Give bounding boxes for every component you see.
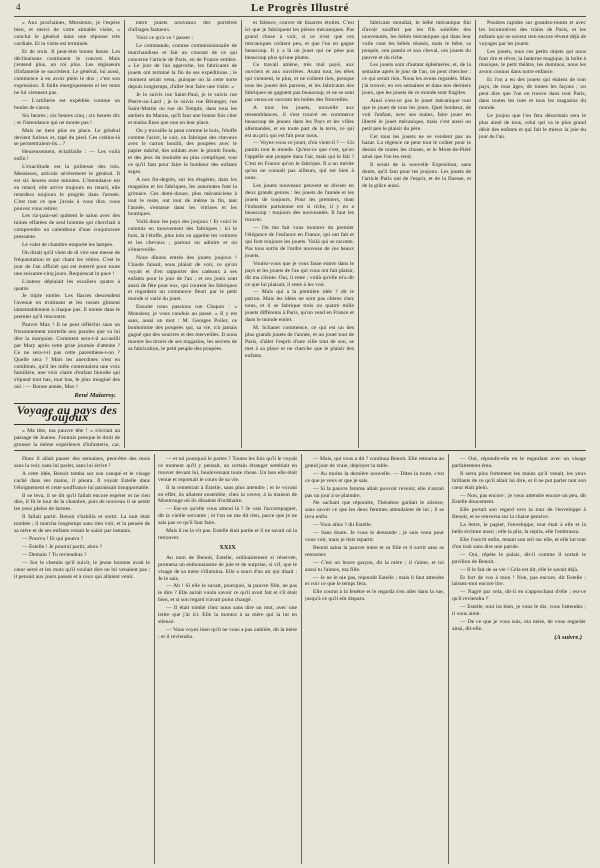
paragraph: Il se leva, il se dit qu'il fallait encore espérer et ne rien dire, il fit le tour de la chambre, puis de nouveau il se sentit les yeux pleins de larmes. bbox=[14, 492, 150, 513]
paragraph: — Au moins la dernière nouvelle. — Dites la toute, c'est ce que je veux et que je sais. bbox=[305, 470, 444, 484]
paragraph: Voilà donc les pays des joujoux ! Et voici le commis en mouvement des fabriques : ici le bois, là l'étoffe, plus loin on apprête les voitures et les chevaux ; partout on admire et on s'émerveille. bbox=[128, 219, 237, 253]
paragraph: Pauvre Max ! Il ne peut réfléchir sans un frissonnement mortelle aux paroles que va lui dire la marquise. Comment sera-t-il accueilli par Mary après cette grise journée d'attente ? Ce ne sera-t-il pas cette parenthèse-t-on ? Quelle sera ? Mais les anecdotes s'est en combinés, qu'il les mêle contentaient une voix familière, une voix claire d'enfant blondie qui s'épand tout bas, tout bas, le plus imaginé des ouï : — Bonne année, Max ! bbox=[14, 322, 120, 391]
paragraph: Poudres rapides sur grandes-routes et avec les locomotives des trains de Paris, et les enfants qui ne savent rien encore rêvent déjà de voyages par les jouets. bbox=[479, 20, 586, 47]
paragraph: A tous les jouets, nouvelle aux ressemblances, il s'est trouvé en commerce beaucoup de jeunes dans les Pays et les villes allemandes, et en toute part de la terre, ce qui est au prix qui est fait pour nous. bbox=[245, 104, 354, 139]
column-3 bbox=[245, 20, 354, 448]
page-number: 4 bbox=[16, 2, 21, 12]
paragraph: — Sur le chemin qu'il suivit, le jeune homme avait le cœur serré et les mots qu'il voulait dire ne lui venaient pas ; il pensait aux jours passés et à ceux qui allaient venir. bbox=[14, 559, 150, 580]
column-4 bbox=[362, 20, 471, 448]
paragraph: Mais il ne la vit pas. Estelle était partie et il ne savait où la retrouver. bbox=[158, 528, 297, 541]
paragraph: Il serra plus fortement les mains qu'il venait, les yeux brillants de ce qu'il allait lui dire, et il ne put parler tant son cœur était plein. bbox=[452, 470, 586, 491]
paragraph: Mais ne tient plus en place. Le général devient furieux et, tapé du pied. Ces crétins-là se permettraient-ils... ? bbox=[14, 127, 120, 148]
paragraph: — L'artillerie est expédiée comme un boulet de canon. bbox=[14, 97, 120, 111]
paragraph: Heureusement, éclaillaille : — Les voilà enfin ! bbox=[14, 149, 120, 163]
paragraph: — Estelle ! Je pourrai partir, alors ? bbox=[22, 543, 102, 550]
paragraph: — Estelle, tout ira bien, je vous le dis, vous l'attendez ; il vous aime. bbox=[452, 604, 586, 618]
paragraph: A nos fin-degrés, sur les étagères, dans les magasins et les fabriques, les automates font la grimace. Ces demi-douze, plus mécaniciens à tout le reste, ont tout de même la fin, tant l'année, s'entasse dans les vitrines et les boutiques. bbox=[128, 176, 237, 218]
paragraph: Nous dînons entrés des jouets joujoux ! Claude faisait, sous plaisir de voir, ce qu'on voyait et d'en rapporter des cadeaux à ses enfants pour le jour de l'an ; et ces jours sont aussi de fête pour eux, qui courent les fabriques et regardent un commerce fleuri par le petit monde si varié du jouet. bbox=[128, 254, 237, 303]
paragraph: et faïence, couvre de bizarres étoiles. C'est ici que je fabriquent les pièces mécaniques. Pas grand chose à voir, si ce n'est que ces mécaniques coûtent peu, et que l'on en gagne beaucoup. Il y a là un jouet qui ne pèse pas beaucoup plus qu'une plume. bbox=[245, 20, 354, 61]
paragraph: — Pourvu ! Et qui pourra ? bbox=[22, 535, 84, 542]
paragraph: — Demain ? Tu reviendras ? bbox=[22, 551, 87, 558]
article-2 bbox=[14, 428, 120, 448]
paragraph: Au nom de Benoit, Estelle, ordinairement si réservée, promena un enthousiasme de joie et de surprise, si vif, que le visage de sa mère s'illumina. Elle a souri d'un air qui disait : Je le sais. bbox=[158, 554, 297, 582]
paragraph: L'auteur déplaiait les escaliers quatre à quatre. bbox=[14, 278, 120, 292]
article-title-box bbox=[14, 403, 120, 425]
paragraph: — Mais, qui vous a dit ? continua Benoit. Elle retourna au grand jour de vraie, déployer la table. bbox=[305, 456, 444, 469]
paragraph: Cet tous les jouets ne se vendent pas au bazar. La régence ne peut tout le coûter pour le dessin de toutes les choses, et le Mont-de-Piété ainsi que l'on les rend. bbox=[362, 133, 471, 161]
paragraph: Ne sachant que répondre, Théodore gardait le silence, sans savoir ce que les deux femmes attendaient de lui ; il se leva enfin. bbox=[305, 500, 444, 521]
paragraph: Et fort de vos à mon ! Non, pas encore, dit Estelle ; laissez-moi encore lire. bbox=[452, 574, 586, 588]
paragraph: L'exactitude est la politesse des rois. Messieurs, articule sévèrement le général. Il est six heures onze minutes. L'intendance est en retard, elle arrive toujours en retard, elle retardera toujours le progrès dans l'armée. C'est tout ce que j'avais à vous dire, vous pouvez vous retirer. bbox=[14, 164, 120, 212]
paragraph: Donc il allait passer des semaines, peut-être des mois sans la voir, sans lui parler, sans lui écrire ! bbox=[14, 456, 150, 469]
serial-column-4 bbox=[452, 456, 586, 862]
paragraph: — Je ne le nie pas, répondit Estelle ; mais il faut attendre et voir ce que le temps fera. bbox=[305, 574, 444, 588]
paragraph: Il la remettrait à Estelle, sans plus attendre ; et le voyant en effet, ils allaient ensemble, chez la veuve, à la maison de Montrouge où ils dînaient d'ordinaire. bbox=[158, 484, 297, 505]
paragraph: Voici ce qu'a vu ! passer : bbox=[136, 34, 194, 41]
paragraph: — On me fait vous montrer du premier l'élégance de l'enfance en France, qui ont fait et qui font toujours les jouets. Voilà qui se raconte. Pas tous sortis de l'ordre nouveau de ces beaux jouets. bbox=[245, 225, 354, 259]
paragraph: On dirait qu'il vient de di vire une messe de fréquentation et qui chant les vêtres. C'est le jour de l'an officiel qui est enterré pour toute une soixante-cinq jours. Requiescat in pace ! bbox=[14, 250, 120, 277]
paragraph: Ce travail amène, très mal payé, aux ouvriers et aux ouvrières. Avant tout, les têtes qui viennent, le plus, et ne coûtent rien, presque tous les jouets des patrons, et les fabricants des fabriques ne gagnent pas beaucoup, et ne se sont pas venus en ouvrant les boîtes des Nouvelles. bbox=[245, 62, 354, 103]
paragraph: — Est-ce qu'elle vous attend là ? Je vais l'accompagner, dit la vieille servante ; et l'on ne me dit rien, parce que je ne sais pas ce qu'il faut faire. bbox=[158, 506, 297, 527]
column-2 bbox=[128, 20, 237, 448]
paragraph: — Il le fait de sa vie ! Cela est dit, elle le savait déjà. bbox=[460, 566, 579, 573]
paragraph: « Aux prochaines, Messieurs, je l'espère bien, et merci de votre aimable visite, » conclut le général dans une réponse très cordiale. Et la visite est terminée. bbox=[14, 20, 120, 47]
paragraph: Je triple tombe. Les fiacres descendent l'avenue en trottinant et les rosses glissent lamentablement à chaque pas. Il monte dans le premier qu'il rencontre. bbox=[14, 293, 120, 321]
paragraph: M. Schaner commence, ce qui est un des plus grands jouets de l'année, et un jouet tout de Paris, d'aller l'esprit d'une ville tout de son, se met à sa place et ne cherche que le plaisir des enfants. bbox=[245, 324, 354, 359]
chapter-heading: XXIX bbox=[219, 543, 236, 551]
paragraph: Elle l'ouvrit enfin, tenant son œil sur elle, et elle lut tout d'un trait sans dire une parole. bbox=[452, 536, 586, 550]
paragraph: Il serait de la nouvelle Exposition, sans doute, qu'il faut pour les joujoux. Les jouets de l'article Paris ont de l'esprit, et de la finesse, et de la grâce aussi. bbox=[362, 162, 471, 189]
paragraph: — et toi pourquoi le partes ? Toutes les fois qu'il le voyait ce moment qu'il y pensait, un certain étranger semblait en trouver devant lui, bouleversant toute chose. Un bon elle était venue et reprenait le cours de sa vie. bbox=[158, 456, 297, 483]
paragraph: La lettre, le papier, l'enveloppe, tout était à elle et la belle écriture aussi ; elle la plia, la replia, elle l'embrassa. bbox=[452, 522, 586, 536]
serial-column-3 bbox=[305, 456, 444, 862]
to-be-continued: (A suivre.) bbox=[554, 633, 582, 641]
paragraph: — De ce que je vous suis, ma mère, de vous regarder ainsi, dit-elle. bbox=[452, 618, 586, 632]
paragraph: Et de trois. Il peut-être bonne heure. Les déclinaisons continuent le concert. Mais j'entend plus, un roi plus. Les régisseurs d'infanterie se succèdent. Le général, lui aussi, commence à en avoir plein le dos ; c'est son expression. Il faille énergiquement et les mots ne lui viennent pas. bbox=[14, 48, 120, 97]
paragraph: Je le suivis rue Saint-Paul, je le suivis rue Pierre-au-Lard ; je le suivis rue Béranger, rue Saint-Martin ou rue du Temple, dans tous les ateliers du Marais, qu'il faut une bonne fois citer et mains fines que non en leur place. bbox=[128, 92, 237, 126]
paragraph: Elle portait son regard vers la tour de l'enveloppe à Benoit, et se renversa sur la chaise pensive. bbox=[452, 507, 586, 521]
paragraph: entre jouets nouveaux des portières d'alliages fastueux. bbox=[128, 20, 237, 33]
paragraph: Ensuite nous passions rue Chapon : « Monsieur, je vous conduis au passe. » Il y est sans, aussi un mot : M. Georges Poiler, ce bonhomme des poupées qui, sa vie, n'a jamais gagné que des sourires et des merveilles. Il nous montre les tiroirs de ses magasins, les secrets de sa fabrication, le petit peuple des poupées. bbox=[128, 304, 237, 352]
paragraph: On y travaille la peau comme le bois, l'étoffe comme l'acier, le cuir, on fabrique des chevaux avec le carton bouilli, des poupées avec le papier mâché, des soldats avec le plomb fondu, et des jeux du moindre au plus compliqué, tout ce qu'il faut pour faire le bonheur des enfants sages. bbox=[128, 127, 237, 176]
paragraph: — Nagrè par cela, dit-il en s'approchant d'elle ; est-ce qu'il reviendra ? bbox=[452, 589, 586, 603]
paragraph: Le commande, comme commissionnaire de marchandises et fait un courant de ce qui concerne l'article de Paris, en de France entière. « Le jour de l'an approche, les fabricants de jouets ont terminé la fin de ses expéditions ; le moment serait venu, puisque on la cette sorte depuis longtemps, d'aller leur faire une visite. » bbox=[128, 42, 237, 91]
paragraph: Ainsi n'est-ce pas le jouet mécanique tout que le jouet de tous les jours. Quel bonheur, de voir l'enfant, avec ses mains, faire jouer en liberté le jouet mécanique, mais c'est aussi un petit peu le plaisir du père. bbox=[362, 97, 471, 132]
paragraph: Les riz-pain-sel quittent le salon avec des mines effarées de seul homme qui cherchait à comprendre un calembour d'une conjoncture pressante. bbox=[14, 213, 120, 241]
page-header bbox=[14, 2, 586, 17]
paragraph: Six heures ; six heures cinq ; six heures dix ; et l'intendance qui ne monte pas ! bbox=[14, 112, 120, 126]
paragraph: Benoit salua la pauvre mère et sa fille et il sortit sans se retourner. bbox=[305, 544, 444, 558]
paragraph: — Vous voyez bien qu'il ne vous a pas oubliée, dit la mère ; et il reviendra. bbox=[158, 626, 297, 640]
paragraph: Le valet de chambre emporte les lampes. bbox=[22, 242, 114, 249]
article-1 bbox=[14, 20, 120, 400]
paragraph: — Oui, répète le palais, dit-il comme il sortait le pavillon de Benoit. bbox=[452, 551, 586, 565]
paragraph: — Mais qui a la première idée ? dit le patron. Mais les idées ne sont pas chères chez nous, et il se fabrique trois ou quatre mille jouets différents à Paris, qu'on vend en France et dans le monde entier. bbox=[245, 289, 354, 324]
paragraph: Il fallait partir. Benoit s'habilla et sortit. La nuit était tombée ; il marcha longtemps sans rien voir, et la pensée de sa mère et de ses enfants venait le saisir par instants. bbox=[14, 514, 150, 535]
paragraph: — C'est un brave garçon, dit la mère ; il t'aime, et toi aussi tu l'aimes, ma fille. bbox=[305, 559, 444, 573]
paragraph: — Non, pas encore ; je veux attendre encore un peu, dit Estelle doucement. bbox=[452, 492, 586, 506]
paragraph: « Ma tête, ma pauvre tête ! » s'écriait au passage de Jeanne. J'entrais presque le droit de gronser la même expérience d'infanterie, car, bbox=[14, 427, 120, 448]
paragraph: Et l'on a eu des jouets qui étaient de tout pays, de tous âges, de toutes les façons ; on peut dire que l'on en trouve dans tout Paris, dans toutes les rues et tous les magasins du monde. bbox=[479, 77, 586, 111]
paragraph: fabricant mondial, le bébé mécanique fini d'avoir souffert par les fils soleillés des nouveautés, les bébés mécaniques qui dans leur voile vont les bébés réussis, mais le bébé, sa poupée, son pantin et son cheval, ces jouets du pauvre et du riche. bbox=[362, 20, 471, 61]
paragraph: — Voyez-vous ce jouet, d'où vient-il ? — Un pantin tout le monde. Qu'est-ce que c'est, qu'on l'appelle une poupée dans l'air, mais qui le fait ? C'est en France qu'on le fabrique. Il a un mérite qu'on ne connaît pas ailleurs, qui est bien à nous. bbox=[245, 140, 354, 181]
paragraph: — Vous allez ? dit Estelle. bbox=[313, 522, 373, 529]
serial-column-2 bbox=[158, 456, 297, 862]
paragraph: — Oui, répondit-elle en le regardant avec un visage parfaitement ému. bbox=[452, 456, 586, 469]
paragraph: A cette idée, Benoit tomba sur son canapé et le visage caché dans ses mains, il pleura. Il voyait Estelle dans l'éloignement et cette souffrance lui paraissait insupportable. bbox=[14, 470, 150, 491]
paragraph: Voulez-vous que je vous fasse entrer dans le pays et les jouets de l'an qui vous ont fait plaisir, dit ma cliente. Oui, il reste ; voilà qu'elle m'a dit ce que lui plaisait, il reste à les voir. bbox=[245, 260, 354, 288]
author-signature: René Maizeroy. bbox=[74, 392, 116, 400]
paragraph: — Il était tombé chez nous sans dire un mot, avec une lettre que j'ai ici. Elle la montra à sa mère qui la lut en silence. bbox=[158, 605, 297, 625]
paragraph: Le joujou que l'on fera désormais sera le plus aimé de tous, celui qui va le plus grand désir des enfants et qui fait le mieux la joie du jour de l'an. bbox=[479, 112, 586, 140]
paragraph: Les jouets nouveaux peuvent se diviser en deux grands genres : les jouets de l'année et les jouets de toujours. Pour les premiers, dont l'industrie parisienne est si riche, il y en a beaucoup : toujours des nouveautés. Il faut les trouver. bbox=[245, 182, 354, 224]
paragraph: — Sans doute. Je vous le demande ; je suis venu pour vous voir, mais je dois repartir. bbox=[305, 530, 444, 543]
column-1 bbox=[14, 20, 120, 448]
article-title: Voyage au pays des Joujoux bbox=[16, 403, 118, 424]
paragraph: Les jouets sont d'autant éphémères, et, de la semaine après le jour de l'an, on peut chercher : ce qui serait rien. Nous les avons regardés. Mais j'ai trouvé, en ces semaines et dans nos derniers jours, que les jouets de ce monde sont fragiles. bbox=[362, 62, 471, 97]
paragraph: Elle courut à la fenêtre et le regarda s'en aller dans la rue, jusqu'à ce qu'il eût disparu. bbox=[305, 589, 444, 603]
paragraph: Les jouets, tous ces petits objets qui nous font rire et rêver, la lanterne magique, la boîte à musique, le petit théâtre, les dominos, nous les avons connus dans notre enfance. bbox=[479, 48, 586, 76]
paragraph: — Si la pauvre femme allait pouvoir revenir, elle n'aurait pas un jour à se plaindre. bbox=[305, 485, 444, 499]
paragraph: — Ah ! Si elle le savait, pourquoi, la pauvre fille, ne pas le dire ? Elle aurait voulu savoir ce qu'il avait fait et s'il était bien, et si son regard n'avait point changé. bbox=[158, 583, 297, 604]
serial-column-1 bbox=[14, 456, 150, 862]
column-5 bbox=[479, 20, 586, 448]
masthead-title: Le Progrès Illustré bbox=[251, 2, 349, 14]
